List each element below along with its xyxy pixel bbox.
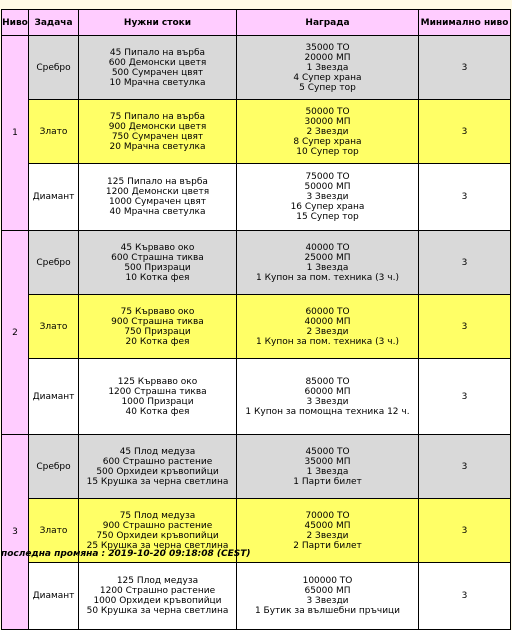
goods-line: 600 Страшно растение: [102, 456, 213, 467]
goods-line: 1200 Страшна тиква: [108, 386, 207, 397]
required-goods-cell: [79, 231, 237, 295]
top-strip: [0, 0, 512, 9]
task-tier-cell: Диамант: [29, 164, 79, 231]
level-cell: 1: [2, 36, 29, 231]
goods-line: 125 Пипало на върба: [107, 177, 208, 187]
goods-line: 500 Призраци: [124, 262, 191, 273]
reward-cell: [237, 359, 419, 435]
goods-line: 125 Плод медуза: [116, 576, 199, 586]
reward-line: 75000 ТО: [305, 172, 350, 182]
goods-line: 15 Крушка за черна светлина: [86, 476, 229, 487]
quest-table: [1, 9, 511, 630]
reward-line: 2 Звезди: [306, 530, 349, 541]
reward-line: 30000 МП: [304, 116, 351, 127]
reward-cell: [237, 231, 419, 295]
task-tier-cell: Сребро: [29, 435, 79, 499]
reward-line: 1 Купон за пом. техника (3 ч.): [256, 336, 399, 347]
goods-line: 1200 Демонски цветя: [105, 187, 210, 197]
reward-line: 1 Бутик за вълшебни пръчици: [254, 606, 401, 616]
min-level-cell: 3: [419, 359, 511, 435]
reward-line: 3 Звезди: [306, 396, 349, 407]
goods-line: 750 Призраци: [124, 326, 191, 337]
min-level-cell: 3: [419, 36, 511, 100]
reward-line: 100000 ТО: [302, 576, 353, 586]
goods-line: 50 Крушка за черна светлина: [86, 606, 229, 616]
goods-line: 900 Демонски цветя: [108, 121, 207, 132]
reward-line: 8 Супер храна: [293, 136, 362, 147]
goods-line: 900 Страшно растение: [102, 520, 213, 531]
table-header-row: [2, 10, 511, 36]
task-tier-cell: Сребро: [29, 36, 79, 100]
table-row: [2, 563, 511, 630]
reward-line: 3 Звезди: [306, 192, 349, 202]
min-level-cell: 3: [419, 100, 511, 164]
table-row: [2, 100, 511, 164]
reward-line: 1 Звезда: [306, 466, 349, 477]
reward-line: 20000 МП: [304, 52, 351, 63]
goods-line: 500 Орхидеи кръвопийци: [96, 466, 219, 477]
task-tier-cell: Злато: [29, 295, 79, 359]
header-level: Ниво: [2, 10, 29, 36]
reward-line: 5 Супер тор: [299, 82, 356, 93]
required-goods-cell: [79, 435, 237, 499]
reward-cell: [237, 36, 419, 100]
reward-line: 40000 МП: [304, 316, 351, 327]
goods-line: 600 Демонски цветя: [108, 57, 207, 68]
goods-line: 75 Пипало на върба: [109, 111, 206, 122]
goods-line: 75 Кърваво око: [120, 306, 195, 317]
reward-line: 1 Купон за помощна техника 12 ч.: [245, 406, 410, 417]
goods-line: 20 Мрачна светулка: [109, 141, 206, 152]
goods-line: 10 Мрачна светулка: [109, 77, 206, 88]
goods-line: 1000 Сумрачен цвят: [108, 197, 207, 207]
reward-line: 85000 ТО: [305, 376, 350, 387]
goods-line: 25 Крушка за черна светлина: [86, 540, 229, 551]
reward-line: 35000 ТО: [305, 42, 350, 53]
reward-line: 15 Супер тор: [296, 212, 359, 222]
reward-line: 4 Супер храна: [293, 72, 362, 83]
reward-line: 2 Парти билет: [293, 540, 362, 551]
reward-cell: [237, 295, 419, 359]
last-modified-label: последна промяна :: [1, 549, 106, 559]
task-tier-cell: Диамант: [29, 359, 79, 435]
reward-line: 45000 МП: [304, 520, 351, 531]
goods-line: 125 Кърваво око: [117, 376, 198, 387]
goods-line: 1200 Страшно растение: [99, 586, 216, 596]
reward-line: 60000 ТО: [305, 306, 350, 317]
goods-line: 40 Котка фея: [125, 406, 190, 417]
reward-line: 16 Супер храна: [290, 202, 365, 212]
goods-line: 1000 Орхидеи кръвопийци: [93, 596, 222, 606]
min-level-cell: 3: [419, 295, 511, 359]
min-level-cell: 3: [419, 435, 511, 499]
goods-line: 10 Котка фея: [125, 272, 190, 283]
goods-line: 1000 Призраци: [121, 396, 194, 407]
table-row: [2, 435, 511, 499]
reward-line: 65000 МП: [304, 586, 351, 596]
task-tier-cell: Злато: [29, 100, 79, 164]
goods-line: 75 Плод медуза: [119, 510, 196, 521]
min-level-cell: 3: [419, 563, 511, 630]
required-goods-cell: [79, 164, 237, 231]
table-row: [2, 164, 511, 231]
header-min-level: Минимално ниво: [419, 10, 511, 36]
reward-line: 60000 МП: [304, 386, 351, 397]
task-tier-cell: Сребро: [29, 231, 79, 295]
goods-line: 900 Страшна тиква: [111, 316, 204, 327]
goods-line: 750 Сумрачен цвят: [111, 131, 204, 142]
reward-line: 3 Звезди: [306, 596, 349, 606]
reward-line: 1 Звезда: [306, 262, 349, 273]
table-row: [2, 36, 511, 100]
goods-line: 500 Сумрачен цвят: [111, 67, 204, 78]
reward-line: 70000 ТО: [305, 510, 350, 521]
reward-line: 25000 МП: [304, 252, 351, 263]
reward-line: 10 Супер тор: [296, 146, 359, 157]
reward-line: 1 Звезда: [306, 62, 349, 73]
header-task: Задача: [29, 10, 79, 36]
reward-line: 2 Звезди: [306, 126, 349, 137]
required-goods-cell: [79, 295, 237, 359]
min-level-cell: 3: [419, 231, 511, 295]
min-level-cell: 3: [419, 499, 511, 563]
goods-line: 40 Мрачна светулка: [109, 207, 206, 217]
goods-line: 20 Котка фея: [125, 336, 190, 347]
reward-line: 40000 ТО: [305, 242, 350, 253]
table-row: [2, 359, 511, 435]
required-goods-cell: [79, 563, 237, 630]
goods-line: 45 Кърваво око: [120, 242, 195, 253]
header-goods: Нужни стоки: [79, 10, 237, 36]
required-goods-cell: [79, 359, 237, 435]
task-tier-cell: Злато: [29, 499, 79, 563]
goods-line: 750 Орхидеи кръвопийци: [96, 530, 219, 541]
reward-line: 50000 ТО: [305, 106, 350, 117]
reward-line: 1 Купон за пом. техника (3 ч.): [256, 272, 399, 283]
goods-line: 45 Пипало на върба: [109, 47, 206, 58]
required-goods-cell: [79, 100, 237, 164]
table-row: [2, 295, 511, 359]
goods-line: 600 Страшна тиква: [111, 252, 204, 263]
goods-line: 45 Плод медуза: [119, 446, 196, 457]
required-goods-cell: [79, 36, 237, 100]
reward-cell: [237, 164, 419, 231]
table-row: [2, 231, 511, 295]
last-modified-footer: [1, 549, 251, 559]
reward-cell: [237, 100, 419, 164]
level-cell: 2: [2, 231, 29, 435]
reward-line: 35000 МП: [304, 456, 351, 467]
reward-cell: [237, 563, 419, 630]
reward-line: 1 Парти билет: [293, 476, 362, 487]
reward-line: 50000 МП: [304, 182, 351, 192]
reward-line: 2 Звезди: [306, 326, 349, 337]
last-modified-date: 2019-10-20 09:18:08 (CEST): [108, 549, 251, 559]
reward-line: 45000 ТО: [305, 446, 350, 457]
reward-cell: [237, 435, 419, 499]
reward-cell: [237, 499, 419, 563]
level-cell: 3: [2, 435, 29, 630]
task-tier-cell: Диамант: [29, 563, 79, 630]
min-level-cell: 3: [419, 164, 511, 231]
header-reward: Награда: [237, 10, 419, 36]
